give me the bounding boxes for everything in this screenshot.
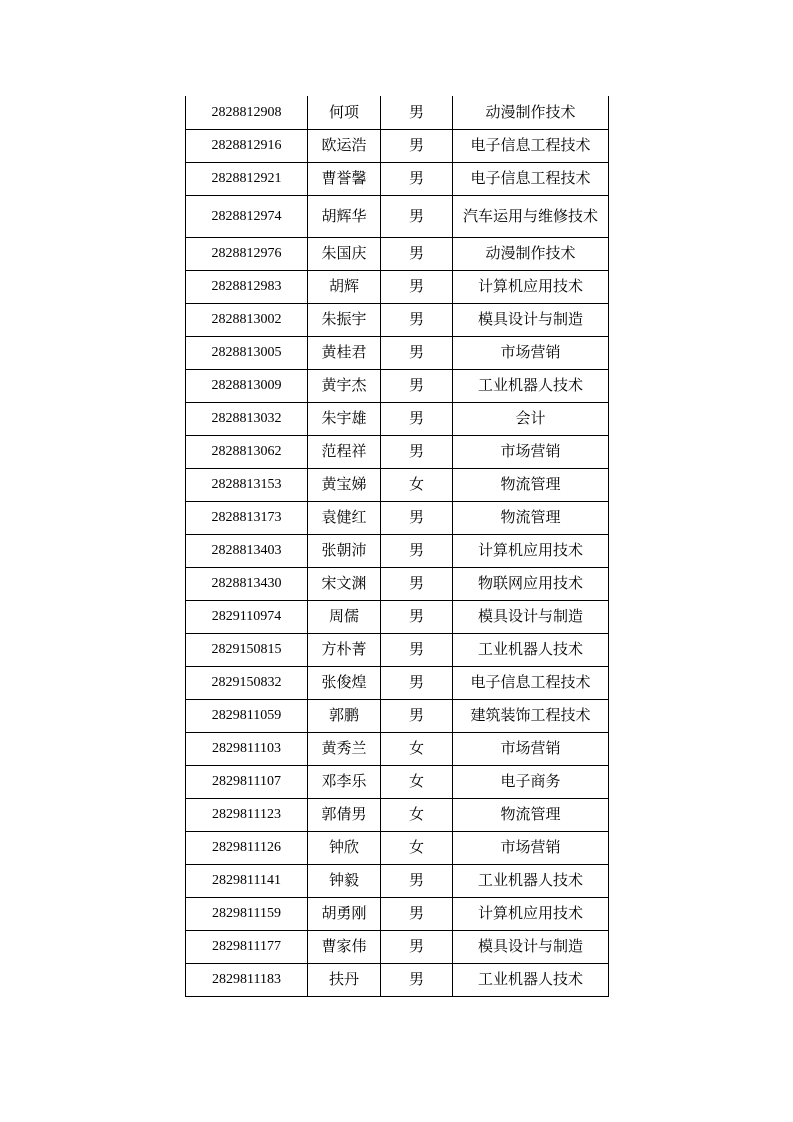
table-row bbox=[186, 369, 609, 402]
student-name-cell: 邓李乐 bbox=[308, 765, 381, 798]
student-name-cell: 黄桂君 bbox=[308, 336, 381, 369]
major-cell: 市场营销 bbox=[453, 336, 609, 369]
table-row bbox=[186, 402, 609, 435]
major-cell: 电子信息工程技术 bbox=[453, 666, 609, 699]
student-name-cell: 曹家伟 bbox=[308, 930, 381, 963]
table-row bbox=[186, 930, 609, 963]
student-id-cell: 2828813153 bbox=[186, 468, 308, 501]
student-name-cell: 钟欣 bbox=[308, 831, 381, 864]
student-name-cell: 欧运浩 bbox=[308, 129, 381, 162]
major-cell: 模具设计与制造 bbox=[453, 303, 609, 336]
gender-cell: 男 bbox=[381, 195, 453, 237]
table-row bbox=[186, 666, 609, 699]
table-row bbox=[186, 501, 609, 534]
student-name-cell: 郭倩男 bbox=[308, 798, 381, 831]
table-row bbox=[186, 96, 609, 129]
student-id-cell: 2828812921 bbox=[186, 162, 308, 195]
major-cell: 汽车运用与维修技术 bbox=[453, 195, 609, 237]
student-name-cell: 周儒 bbox=[308, 600, 381, 633]
student-id-cell: 2828812916 bbox=[186, 129, 308, 162]
student-name-cell: 黄秀兰 bbox=[308, 732, 381, 765]
major-cell: 物流管理 bbox=[453, 468, 609, 501]
student-id-cell: 2828812983 bbox=[186, 270, 308, 303]
major-cell: 工业机器人技术 bbox=[453, 864, 609, 897]
major-cell: 模具设计与制造 bbox=[453, 600, 609, 633]
student-id-cell: 2828812908 bbox=[186, 96, 308, 129]
student-name-cell: 胡辉华 bbox=[308, 195, 381, 237]
student-id-cell: 2828813173 bbox=[186, 501, 308, 534]
student-name-cell: 何项 bbox=[308, 96, 381, 129]
table-row bbox=[186, 162, 609, 195]
gender-cell: 男 bbox=[381, 402, 453, 435]
major-cell: 会计 bbox=[453, 402, 609, 435]
gender-cell: 男 bbox=[381, 633, 453, 666]
major-cell: 市场营销 bbox=[453, 831, 609, 864]
major-cell: 工业机器人技术 bbox=[453, 963, 609, 996]
student-name-cell: 朱国庆 bbox=[308, 237, 381, 270]
table-row bbox=[186, 303, 609, 336]
student-name-cell: 袁健红 bbox=[308, 501, 381, 534]
student-id-cell: 2829811141 bbox=[186, 864, 308, 897]
gender-cell: 男 bbox=[381, 864, 453, 897]
gender-cell: 男 bbox=[381, 930, 453, 963]
gender-cell: 女 bbox=[381, 831, 453, 864]
student-id-cell: 2828813403 bbox=[186, 534, 308, 567]
student-id-cell: 2828812974 bbox=[186, 195, 308, 237]
major-cell: 动漫制作技术 bbox=[453, 237, 609, 270]
student-id-cell: 2829811177 bbox=[186, 930, 308, 963]
gender-cell: 男 bbox=[381, 237, 453, 270]
major-cell: 计算机应用技术 bbox=[453, 534, 609, 567]
student-name-cell: 胡勇刚 bbox=[308, 897, 381, 930]
gender-cell: 男 bbox=[381, 270, 453, 303]
student-name-cell: 胡辉 bbox=[308, 270, 381, 303]
student-name-cell: 扶丹 bbox=[308, 963, 381, 996]
student-id-cell: 2829110974 bbox=[186, 600, 308, 633]
major-cell: 工业机器人技术 bbox=[453, 633, 609, 666]
student-id-cell: 2828813009 bbox=[186, 369, 308, 402]
student-name-cell: 朱宇雄 bbox=[308, 402, 381, 435]
student-id-cell: 2829811059 bbox=[186, 699, 308, 732]
major-cell: 工业机器人技术 bbox=[453, 369, 609, 402]
student-id-cell: 2828813430 bbox=[186, 567, 308, 600]
major-cell: 电子信息工程技术 bbox=[453, 129, 609, 162]
gender-cell: 男 bbox=[381, 666, 453, 699]
gender-cell: 男 bbox=[381, 162, 453, 195]
gender-cell: 女 bbox=[381, 765, 453, 798]
major-cell: 模具设计与制造 bbox=[453, 930, 609, 963]
table-row bbox=[186, 732, 609, 765]
gender-cell: 男 bbox=[381, 96, 453, 129]
major-cell: 建筑装饰工程技术 bbox=[453, 699, 609, 732]
gender-cell: 男 bbox=[381, 435, 453, 468]
table-row bbox=[186, 129, 609, 162]
student-id-cell: 2829150832 bbox=[186, 666, 308, 699]
student-id-cell: 2829811103 bbox=[186, 732, 308, 765]
table-row bbox=[186, 699, 609, 732]
gender-cell: 男 bbox=[381, 534, 453, 567]
table-row bbox=[186, 195, 609, 237]
table-row bbox=[186, 534, 609, 567]
major-cell: 电子信息工程技术 bbox=[453, 162, 609, 195]
gender-cell: 男 bbox=[381, 567, 453, 600]
major-cell: 物联网应用技术 bbox=[453, 567, 609, 600]
student-name-cell: 郭鹏 bbox=[308, 699, 381, 732]
table-row bbox=[186, 864, 609, 897]
gender-cell: 男 bbox=[381, 600, 453, 633]
table-row bbox=[186, 336, 609, 369]
student-id-cell: 2829811183 bbox=[186, 963, 308, 996]
gender-cell: 男 bbox=[381, 336, 453, 369]
table-row bbox=[186, 963, 609, 996]
student-id-cell: 2829150815 bbox=[186, 633, 308, 666]
major-cell: 计算机应用技术 bbox=[453, 897, 609, 930]
major-cell: 市场营销 bbox=[453, 732, 609, 765]
student-id-cell: 2829811123 bbox=[186, 798, 308, 831]
table-row bbox=[186, 633, 609, 666]
student-id-cell: 2828813002 bbox=[186, 303, 308, 336]
gender-cell: 男 bbox=[381, 699, 453, 732]
student-id-cell: 2828813032 bbox=[186, 402, 308, 435]
table-row bbox=[186, 468, 609, 501]
student-id-cell: 2829811159 bbox=[186, 897, 308, 930]
table-row bbox=[186, 237, 609, 270]
major-cell: 动漫制作技术 bbox=[453, 96, 609, 129]
student-name-cell: 范程祥 bbox=[308, 435, 381, 468]
student-name-cell: 方朴菁 bbox=[308, 633, 381, 666]
gender-cell: 男 bbox=[381, 897, 453, 930]
gender-cell: 男 bbox=[381, 303, 453, 336]
table-row bbox=[186, 831, 609, 864]
gender-cell: 男 bbox=[381, 369, 453, 402]
gender-cell: 男 bbox=[381, 963, 453, 996]
major-cell: 物流管理 bbox=[453, 501, 609, 534]
student-name-cell: 张俊煌 bbox=[308, 666, 381, 699]
table-row bbox=[186, 435, 609, 468]
student-id-cell: 2828813062 bbox=[186, 435, 308, 468]
table-row bbox=[186, 897, 609, 930]
table-row bbox=[186, 270, 609, 303]
table-row bbox=[186, 600, 609, 633]
student-name-cell: 曹誉馨 bbox=[308, 162, 381, 195]
student-name-cell: 黄宝娣 bbox=[308, 468, 381, 501]
student-name-cell: 朱振宇 bbox=[308, 303, 381, 336]
roster-body bbox=[186, 96, 609, 996]
table-row bbox=[186, 798, 609, 831]
major-cell: 市场营销 bbox=[453, 435, 609, 468]
student-id-cell: 2828813005 bbox=[186, 336, 308, 369]
gender-cell: 女 bbox=[381, 732, 453, 765]
major-cell: 计算机应用技术 bbox=[453, 270, 609, 303]
major-cell: 电子商务 bbox=[453, 765, 609, 798]
gender-cell: 男 bbox=[381, 129, 453, 162]
student-name-cell: 张朝沛 bbox=[308, 534, 381, 567]
table-row bbox=[186, 765, 609, 798]
gender-cell: 女 bbox=[381, 798, 453, 831]
student-name-cell: 钟毅 bbox=[308, 864, 381, 897]
student-id-cell: 2829811126 bbox=[186, 831, 308, 864]
student-name-cell: 宋文渊 bbox=[308, 567, 381, 600]
student-id-cell: 2829811107 bbox=[186, 765, 308, 798]
major-cell: 物流管理 bbox=[453, 798, 609, 831]
student-id-cell: 2828812976 bbox=[186, 237, 308, 270]
gender-cell: 女 bbox=[381, 468, 453, 501]
table-row bbox=[186, 567, 609, 600]
student-roster-table bbox=[185, 96, 609, 997]
student-name-cell: 黄宇杰 bbox=[308, 369, 381, 402]
gender-cell: 男 bbox=[381, 501, 453, 534]
